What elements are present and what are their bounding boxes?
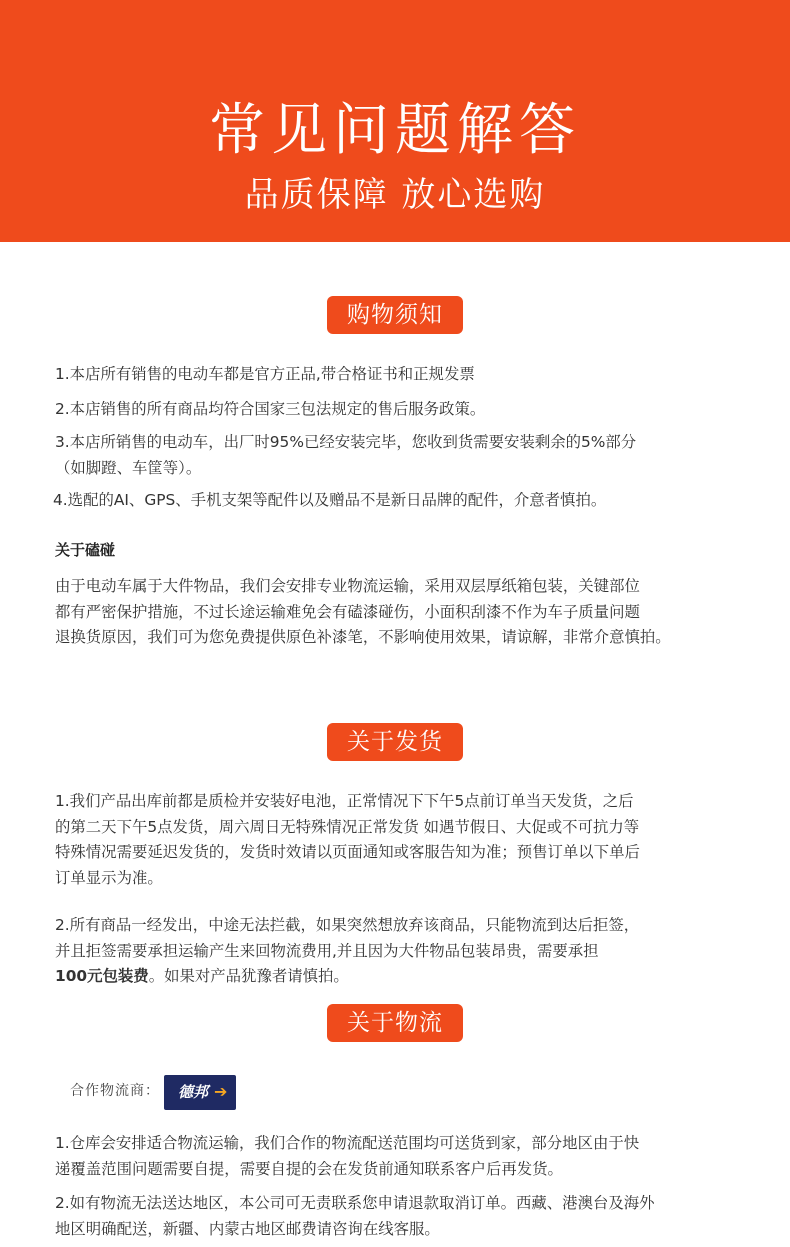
shipping-line <box>55 964 775 990</box>
shipping-line: 订单显示为准。 <box>55 868 163 887</box>
shipping-line: 并且拒签需要承担运输产生来回物流费用,并且因为大件物品包装昂贵，需要承担 <box>55 941 599 960</box>
shopping-item-3 <box>55 430 775 481</box>
logistics-line: 地区明确配送，新疆、内蒙古地区邮费请咨询在线客服。 <box>55 1219 440 1238</box>
shipping-line: 的第二天下午5点发货，周六周日无特殊情况正常发货 如遇节假日、大促或不可抗力等 <box>55 817 640 836</box>
bump-paragraph <box>55 574 775 651</box>
shipping-line: 特殊情况需要延迟发货的，发货时效请以页面通知或客服告知为准；预售订单以下单后 <box>55 843 640 861</box>
bump-line: 由于电动车属于大件物品，我们会安排专业物流运输，采用双层厚纸箱包装，关键部位 <box>55 577 640 595</box>
shopping-item-4: 4.选配的AI、GPS、手机支架等配件以及赠品不是新日品牌的配件，介意者慎拍。 <box>53 491 607 509</box>
bump-line: 退换货原因，我们可为您免费提供原色补漆笔，不影响使用效果，请谅解，非常介意慎拍。 <box>55 628 671 646</box>
shopping-item-2: 2.本店销售的所有商品均符合国家三包法规定的售后服务政策。 <box>55 400 486 418</box>
bump-line: 都有严密保护措施，不过长途运输难免会有磕漆碰伤，小面积刮漆不作为车子质量问题 <box>55 602 640 621</box>
page-subtitle: 品质保障 放心选购 <box>244 175 546 215</box>
logistics-paragraph-1 <box>55 1131 775 1182</box>
section-label-shopping: 购物须知 <box>327 296 463 334</box>
shopping-item-3-line: 3.本店所销售的电动车，出厂时95%已经安装完毕，您收到货需要安装剩余的5%部分 <box>55 433 637 451</box>
logistics-line: 2.如有物流无法送达地区，本公司可无责联系您申请退款取消订单。西藏、港澳台及海外 <box>55 1194 655 1212</box>
partner-logo-text: 德邦 <box>178 1083 209 1101</box>
logistics-line: 1.仓库会安排适合物流运输，我们合作的物流配送范围均可送货到家，部分地区由于快 <box>55 1134 640 1152</box>
logistics-line: 递覆盖范围问题需要自提，需要自提的会在发货前通知联系客户后再发货。 <box>55 1159 563 1178</box>
shipping-line: 1.我们产品出库前都是质检并安装好电池，正常情况下下午5点前订单当天发货，之后 <box>55 792 634 810</box>
arrow-icon: ➔ <box>214 1082 228 1101</box>
shipping-paragraph-1 <box>55 789 775 891</box>
shipping-line: 2.所有商品一经发出，中途无法拦截，如果突然想放弃该商品，只能物流到达后拒签， <box>55 916 640 934</box>
section-label-logistics: 关于物流 <box>327 1004 463 1042</box>
shopping-item-1: 1.本店所有销售的电动车都是官方正品,带合格证书和正规发票 <box>55 365 475 383</box>
shipping-paragraph-2 <box>55 913 775 990</box>
header-banner <box>0 0 790 242</box>
page-title: 常见问题解答 <box>209 98 581 163</box>
partner-logo <box>164 1075 236 1110</box>
shopping-item-3-line: （如脚蹬、车筐等）。 <box>55 458 202 477</box>
section-label-shipping: 关于发货 <box>327 723 463 761</box>
bump-heading: 关于磕碰 <box>55 541 116 559</box>
shipping-note: 。如果对产品犹豫者请慎拍。 <box>148 967 349 985</box>
partner-label: 合作物流商： <box>70 1083 160 1099</box>
logistics-paragraph-2 <box>55 1191 775 1242</box>
packaging-fee: 100元包装费 <box>55 967 149 985</box>
